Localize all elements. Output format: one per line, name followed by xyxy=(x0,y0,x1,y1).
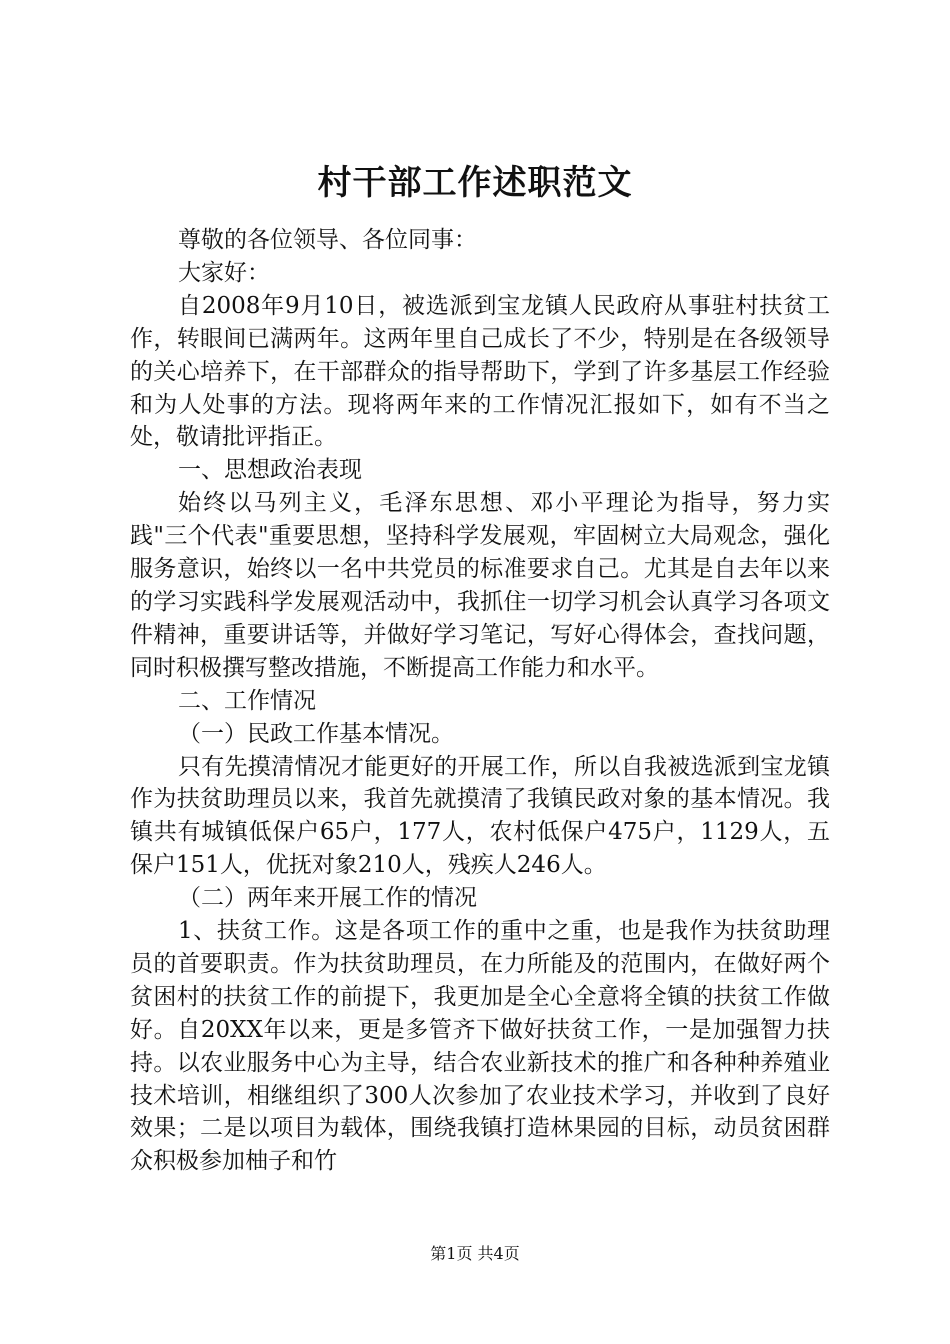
page-number: 第1页 共4页 xyxy=(430,1244,520,1263)
civil-affairs-paragraph: 只有先摸清情况才能更好的开展工作，所以自我被选派到宝龙镇作为扶贫助理员以来，我首先就摸清了我镇民政对象的基本情况。我镇共有城镇低保户65户，177人，农村低保户475户，1129人，五保户151人，优抚对象210人，残疾人246人。 xyxy=(130,753,830,879)
poverty-work-paragraph: 1、扶贫工作。这是各项工作的重中之重，也是我作为扶贫助理员的首要职责。作为扶贫助理员，在力所能及的范围内，在做好两个贫困村的扶贫工作的前提下，我更加是全心全意将全镇的扶贫工作做好。自20XX年以来，更是多管齐下做好扶贫工作，一是加强智力扶持。以农业服务中心为主导，结合农业新技术的推广和各种种养殖业技术培训，相继组织了300人次参加了农业技术学习，并收到了良好效果；二是以项目为载体，围绕我镇打造林果园的目标，动员贫困群众积极参加柚子和竹 xyxy=(130,918,830,1175)
intro-paragraph: 自2008年9月10日，被选派到宝龙镇人民政府从事驻村扶贫工作，转眼间已满两年。这两年里自己成长了不少，特别是在各级领导的关心培养下，在干部群众的指导帮助下，学到了许多基层工作经验和为人处事的方法。现将两年来的工作情况汇报如下，如有不当之处，敬请批评指正。 xyxy=(130,292,830,451)
subsection-heading-civil: （一）民政工作基本情况。 xyxy=(178,720,454,747)
greeting: 大家好： xyxy=(178,259,270,286)
salutation: 尊敬的各位领导、各位同事： xyxy=(178,227,477,253)
subsection-heading-progress: （二）两年来开展工作的情况 xyxy=(178,885,477,912)
section-heading-political: 一、思想政治表现 xyxy=(178,457,362,484)
document-title: 村干部工作述职范文 xyxy=(317,163,633,203)
document-body xyxy=(130,224,830,1178)
section-heading-work: 二、工作情况 xyxy=(178,687,316,714)
political-paragraph: 始终以马列主义，毛泽东思想、邓小平理论为指导，努力实践"三个代表"重要思想，坚持科学发展观，牢固树立大局观念，强化服务意识，始终以一名中共党员的标准要求自己。尤其是自去年以来的学习实践科学发展观活动中，我抓住一切学习机会认真学习各项文件精神，重要讲话等，并做好学习笔记，写好心得体会，查找问题，同时积极撰写整改措施，不断提高工作能力和水平。 xyxy=(130,490,830,681)
